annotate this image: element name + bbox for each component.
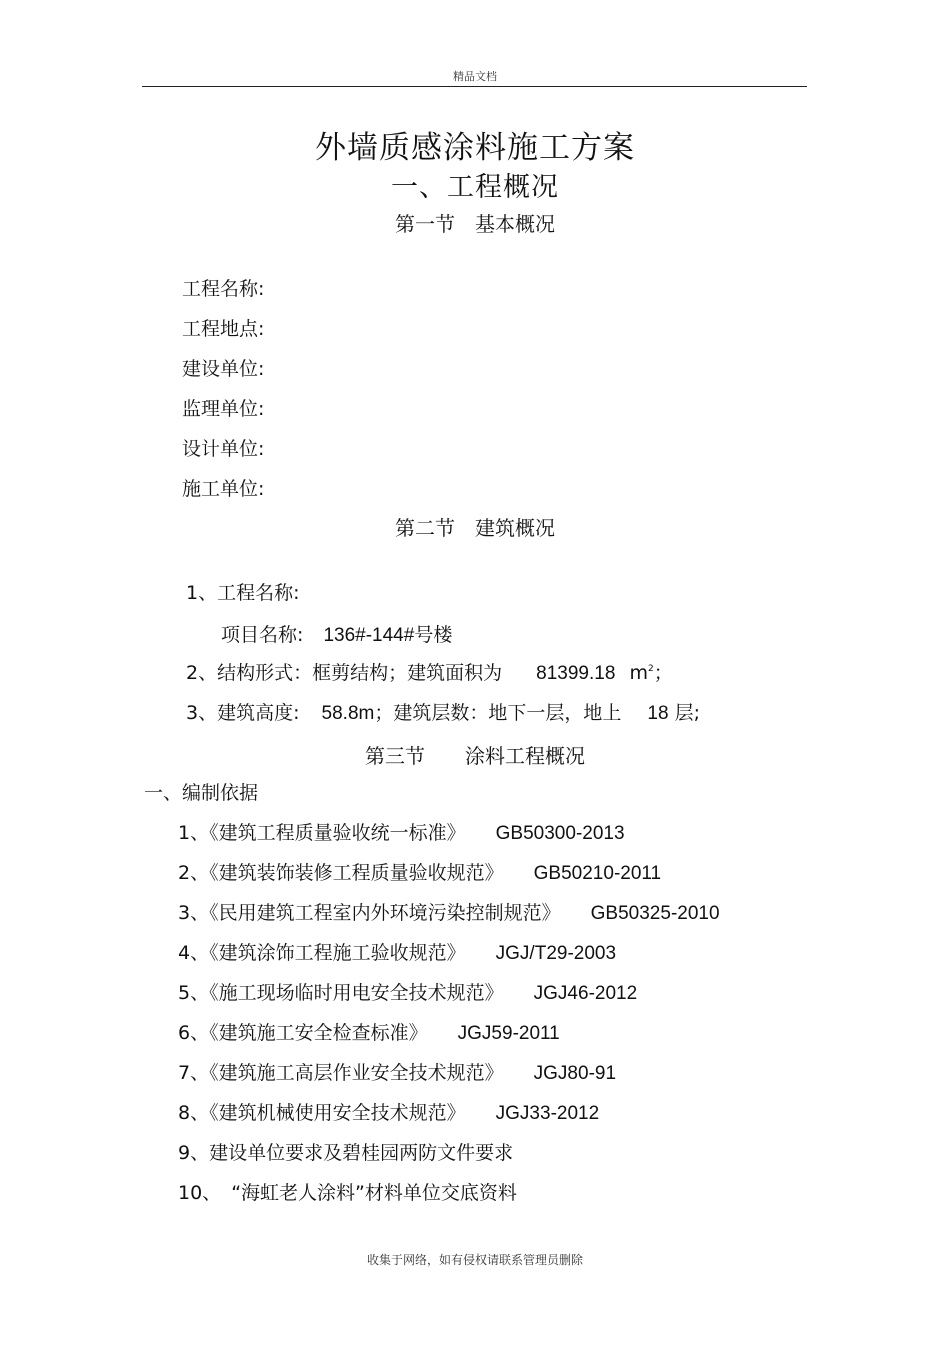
reference-name: 《建筑施工高层作业安全技术规范》: [209, 1062, 504, 1084]
reference-item: [178, 898, 720, 925]
reference-number: 10、: [178, 1182, 222, 1204]
reference-name: 《建筑装饰装修工程质量验收规范》: [209, 862, 504, 884]
height-value: 58.8m: [321, 703, 375, 724]
field-client: 建设单位:: [182, 358, 265, 380]
area-unit-superscript: 2: [647, 664, 654, 674]
reference-item: [178, 1098, 599, 1125]
reference-code: JGJ46-2012: [533, 983, 638, 1004]
reference-name: 建设单位要求及碧桂园两防文件要求: [209, 1142, 514, 1164]
section-2-title: 第二节 建筑概况: [395, 516, 555, 540]
reference-number: 9、: [178, 1142, 210, 1164]
reference-number: 1、: [178, 822, 210, 844]
reference-code: GB50325-2010: [590, 903, 720, 924]
page-header-label: 精品文档: [453, 70, 497, 83]
reference-code: JGJ59-2011: [457, 1023, 560, 1044]
building-item-2: [186, 658, 673, 685]
project-name-label: 项目名称:: [221, 624, 304, 646]
reference-name: 《建筑工程质量验收统一标准》: [209, 822, 466, 844]
reference-number: 7、: [178, 1062, 210, 1084]
compilation-basis-heading: 一、编制依据: [144, 782, 259, 804]
page-footer: 收集于网络，如有侵权请联系管理员删除: [366, 1253, 583, 1267]
field-project-location: 工程地点:: [182, 318, 265, 340]
reference-item: [178, 938, 616, 965]
floors-value: 18: [647, 703, 669, 724]
reference-name: “海虹老人涂料”材料单位交底资料: [231, 1182, 517, 1204]
reference-code: JGJ/T29-2003: [495, 943, 617, 964]
project-name-line: [221, 620, 452, 647]
field-supervisor: 监理单位:: [182, 398, 265, 420]
project-name-value: 136#-144#号楼: [323, 625, 453, 646]
part-title: 一、工程概况: [391, 172, 559, 203]
reference-code: GB50300-2013: [495, 823, 625, 844]
section-1-title: 第一节 基本概况: [395, 212, 555, 236]
reference-number: 3、: [178, 902, 210, 924]
building-item-1: 1、工程名称:: [186, 582, 300, 604]
reference-number: 4、: [178, 942, 210, 964]
reference-number: 5、: [178, 982, 210, 1004]
reference-item: [178, 818, 625, 845]
floors-label: ；建筑层数：地下一层，地上: [374, 702, 622, 724]
reference-name: 《施工现场临时用电安全技术规范》: [209, 982, 504, 1004]
reference-number: 6、: [178, 1022, 210, 1044]
section-3-title: 第三节 涂料工程概况: [365, 744, 585, 768]
header-rule: [142, 86, 807, 87]
reference-code: JGJ80-91: [533, 1063, 617, 1084]
reference-item: [178, 1178, 517, 1205]
reference-code: JGJ33-2012: [495, 1103, 600, 1124]
reference-code: GB50210-2011: [533, 863, 662, 884]
document-title: 外墙质感涂料施工方案: [315, 130, 635, 166]
reference-item: [178, 978, 637, 1005]
field-project-name: 工程名称:: [182, 278, 265, 300]
reference-item: [178, 1058, 616, 1085]
area-unit: m: [629, 662, 648, 684]
reference-name: 《民用建筑工程室内外环境污染控制规范》: [209, 902, 561, 924]
area-end: ；: [653, 662, 673, 684]
reference-number: 8、: [178, 1102, 210, 1124]
reference-name: 《建筑涂饰工程施工验收规范》: [209, 942, 466, 964]
field-contractor: 施工单位:: [182, 478, 265, 500]
reference-item: [178, 1018, 560, 1045]
area-value: 81399.18: [536, 663, 616, 684]
reference-item: [178, 1138, 513, 1165]
structure-text: 2、结构形式：框剪结构；建筑面积为: [186, 662, 503, 684]
reference-item: [178, 858, 661, 885]
building-item-3: [186, 698, 700, 725]
floors-end: 层;: [674, 702, 701, 724]
field-designer: 设计单位:: [182, 438, 265, 460]
height-label: 3、建筑高度:: [186, 702, 300, 724]
reference-name: 《建筑机械使用安全技术规范》: [209, 1102, 466, 1124]
reference-name: 《建筑施工安全检查标准》: [209, 1022, 428, 1044]
reference-number: 2、: [178, 862, 210, 884]
